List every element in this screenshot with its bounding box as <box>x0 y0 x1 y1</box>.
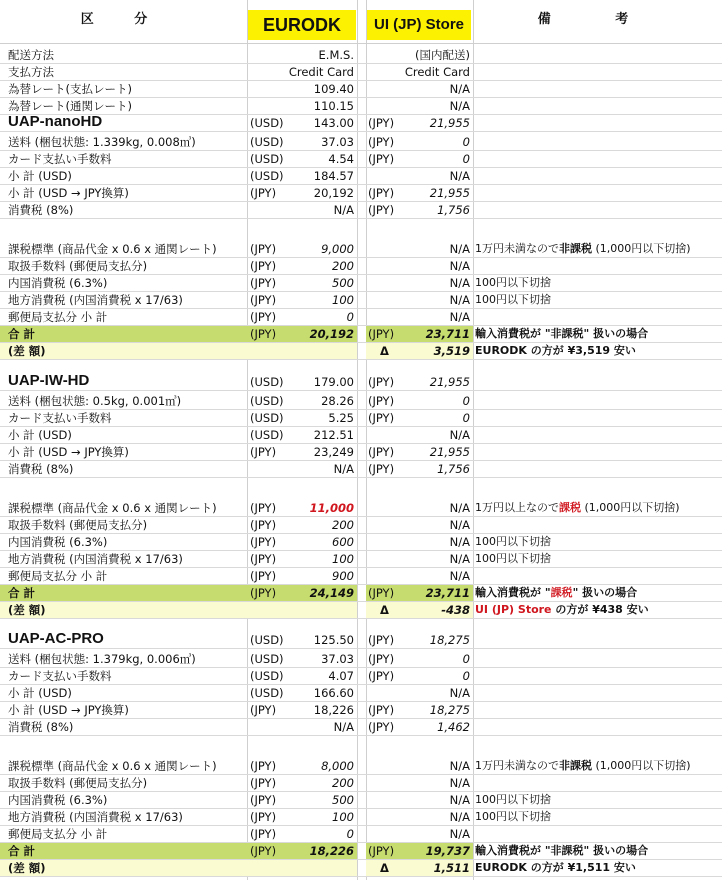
row-label: 取扱手数料 (郵便局支払分) <box>8 518 148 532</box>
eurodk-value: 143.00 <box>313 116 354 130</box>
eurodk-value: 200 <box>332 776 354 790</box>
row-label: 郵便局支払分 小 計 <box>8 569 108 583</box>
jp-store-value: N/A <box>449 259 470 273</box>
eurodk-unit: (USD) <box>250 116 284 130</box>
eurodk-unit: (JPY) <box>250 293 277 307</box>
eurodk-value: 200 <box>332 518 354 532</box>
total-remark: 輸入消費税が "非課税" 扱いの場合 <box>475 844 649 857</box>
table-row <box>0 98 722 115</box>
total-row <box>0 843 722 860</box>
jp-store-value: 21,955 <box>429 375 470 389</box>
difference-remark <box>475 343 636 359</box>
table-row <box>0 668 722 685</box>
difference-value: 1,511 <box>433 861 470 875</box>
highlight-band <box>0 326 357 342</box>
eurodk-unit: (USD) <box>250 135 284 149</box>
jp-store-unit: (JPY) <box>368 703 395 717</box>
eurodk-unit: (JPY) <box>250 186 277 200</box>
eurodk-value: 8,000 <box>321 759 354 773</box>
row-label: 小 計 (USD) <box>8 169 72 183</box>
jp-store-unit: (JPY) <box>368 375 395 389</box>
row-label: 送料 (梱包状態: 1.339kg, 0.008㎥) <box>8 135 196 149</box>
jp-store-unit: (JPY) <box>368 327 395 341</box>
eurodk-unit: (JPY) <box>250 552 277 566</box>
eurodk-value: 900 <box>332 569 354 583</box>
jp-store-unit: (JPY) <box>368 586 395 600</box>
remark-text: の方が ¥3,519 安い <box>526 344 636 357</box>
row-label: 小 計 (USD → JPY換算) <box>8 703 129 717</box>
tax-row <box>0 826 722 843</box>
table-row <box>0 64 722 81</box>
cheaper-store: EURODK <box>475 344 527 357</box>
jp-store-value: 1,756 <box>437 203 470 217</box>
tax-row <box>0 517 722 534</box>
jp-store-value: N/A <box>449 310 470 324</box>
row-label: 消費税 (8%) <box>8 203 74 217</box>
table-row <box>0 719 722 736</box>
table-row <box>0 393 722 410</box>
row-label: 小 計 (USD → JPY換算) <box>8 186 129 200</box>
table-row <box>0 202 722 219</box>
eurodk-total: 20,192 <box>309 327 354 341</box>
table-row <box>0 427 722 444</box>
jp-store-unit: (JPY) <box>368 411 395 425</box>
tax-row <box>0 258 722 275</box>
highlight-band <box>0 860 357 876</box>
jp-store-unit: (JPY) <box>368 152 395 166</box>
eurodk-unit: (JPY) <box>250 445 277 459</box>
jp-store-unit: (JPY) <box>368 669 395 683</box>
eurodk-value: 109.40 <box>313 82 354 96</box>
remark-text: (1,000円以下切捨) <box>592 759 691 772</box>
jp-store-value: N/A <box>449 552 470 566</box>
eurodk-unit: (JPY) <box>250 501 277 515</box>
highlight-band <box>0 585 357 601</box>
jp-store-value: 21,955 <box>429 116 470 130</box>
eurodk-value: 0 <box>346 827 354 841</box>
cheaper-store: EURODK <box>475 861 527 874</box>
remark-text: " 扱いの場合 <box>572 586 638 599</box>
remark: 100円以下切捨 <box>475 276 551 289</box>
row-label: 為替レート(通関レート) <box>8 99 132 113</box>
jp-store-unit: (JPY) <box>368 462 395 476</box>
eurodk-value: 11,000 <box>309 501 354 515</box>
eurodk-unit: (USD) <box>250 428 284 442</box>
row-label: 郵便局支払分 小 計 <box>8 310 108 324</box>
product-title-row <box>0 115 722 132</box>
header-row <box>0 0 722 44</box>
header-category: 区 分 <box>80 12 166 27</box>
eurodk-value: 5.25 <box>328 411 354 425</box>
tax-row <box>0 775 722 792</box>
total-label: 合 計 <box>8 586 36 600</box>
eurodk-value: 23,249 <box>313 445 354 459</box>
difference-remark <box>475 602 649 618</box>
remark-text: の方が ¥438 安い <box>551 603 649 616</box>
eurodk-unit: (JPY) <box>250 810 277 824</box>
row-label: 小 計 (USD → JPY換算) <box>8 445 129 459</box>
jp-store-unit: (JPY) <box>368 652 395 666</box>
eurodk-unit: (USD) <box>250 152 284 166</box>
remark-text: 輸入消費税が " <box>475 586 551 599</box>
table-row <box>0 651 722 668</box>
row-label: 課税標準 (商品代金 x 0.6 x 通関レート) <box>8 242 217 256</box>
eurodk-unit: (USD) <box>250 169 284 183</box>
jp-store-unit: (JPY) <box>368 186 395 200</box>
row-label: 為替レート(支払レート) <box>8 82 132 96</box>
eurodk-unit: (JPY) <box>250 827 277 841</box>
eurodk-value: 125.50 <box>313 633 354 647</box>
eurodk-value: 200 <box>332 259 354 273</box>
table-row <box>0 134 722 151</box>
row-label: 地方消費税 (内国消費税 x 17/63) <box>8 552 183 566</box>
eurodk-unit: (USD) <box>250 686 284 700</box>
remark-text: (1,000円以下切捨) <box>592 242 691 255</box>
difference-label: (差 額) <box>8 861 46 875</box>
remark <box>475 500 680 516</box>
eurodk-value: 166.60 <box>313 686 354 700</box>
eurodk-value: 100 <box>332 810 354 824</box>
table-row <box>0 168 722 185</box>
total-label: 合 計 <box>8 327 36 341</box>
difference-row <box>0 860 722 877</box>
total-row <box>0 326 722 343</box>
tax-row <box>0 758 722 775</box>
row-label: カード支払い手数料 <box>8 152 112 166</box>
jp-store-unit: (JPY) <box>368 203 395 217</box>
product-title-row <box>0 632 722 649</box>
eurodk-value: N/A <box>333 720 354 734</box>
row-label: 内国消費税 (6.3%) <box>8 535 108 549</box>
eurodk-total: 18,226 <box>309 844 354 858</box>
tax-row <box>0 534 722 551</box>
table-row <box>0 685 722 702</box>
jp-store-value: N/A <box>449 293 470 307</box>
row-label: 郵便局支払分 小 計 <box>8 827 108 841</box>
total-remark: 輸入消費税が "非課税" 扱いの場合 <box>475 327 649 340</box>
total-label: 合 計 <box>8 844 36 858</box>
jp-store-value: N/A <box>449 810 470 824</box>
product-name: UAP-nanoHD <box>8 113 103 130</box>
jp-store-value: 18,275 <box>429 703 470 717</box>
jp-store-unit: (JPY) <box>368 844 395 858</box>
row-label: 取扱手数料 (郵便局支払分) <box>8 259 148 273</box>
remark: 100円以下切捨 <box>475 535 551 548</box>
tax-row <box>0 309 722 326</box>
jp-store-value: N/A <box>449 428 470 442</box>
jp-store-value: N/A <box>449 242 470 256</box>
remark: 100円以下切捨 <box>475 810 551 823</box>
table-row <box>0 185 722 202</box>
highlight-band <box>0 843 357 859</box>
table-row <box>0 702 722 719</box>
eurodk-unit: (JPY) <box>250 310 277 324</box>
jp-store-value: N/A <box>449 276 470 290</box>
jp-store-value: N/A <box>449 169 470 183</box>
remark-text: (1,000円以下切捨) <box>581 501 680 514</box>
delta-symbol: Δ <box>380 344 389 358</box>
table-row <box>0 151 722 168</box>
eurodk-unit: (JPY) <box>250 703 277 717</box>
jp-store-value: (国内配送) <box>415 48 470 62</box>
tax-row <box>0 241 722 258</box>
eurodk-unit: (USD) <box>250 394 284 408</box>
eurodk-value: 28.26 <box>321 394 354 408</box>
remark: 100円以下切捨 <box>475 293 551 306</box>
eurodk-total: 24,149 <box>309 586 354 600</box>
remark-emphasis: 非課税 <box>559 759 592 772</box>
row-label: 消費税 (8%) <box>8 720 74 734</box>
jp-store-value: 21,955 <box>429 186 470 200</box>
jp-store-value: 1,756 <box>437 462 470 476</box>
product-name: UAP-AC-PRO <box>8 630 104 647</box>
total-row <box>0 585 722 602</box>
table-row <box>0 81 722 98</box>
row-label: カード支払い手数料 <box>8 411 112 425</box>
remark-text: 1万円未満なので <box>475 759 559 772</box>
highlight-band <box>0 343 357 359</box>
jp-store-unit: (JPY) <box>368 633 395 647</box>
difference-label: (差 額) <box>8 603 46 617</box>
delta-symbol: Δ <box>380 861 389 875</box>
eurodk-unit: (USD) <box>250 375 284 389</box>
eurodk-unit: (JPY) <box>250 569 277 583</box>
jp-store-value: 21,955 <box>429 445 470 459</box>
jp-store-total: 23,711 <box>425 586 470 600</box>
jp-store-value: 0 <box>462 652 470 666</box>
product-name: UAP-IW-HD <box>8 372 90 389</box>
row-label: 送料 (梱包状態: 0.5kg, 0.001㎥) <box>8 394 182 408</box>
eurodk-value: 179.00 <box>313 375 354 389</box>
eurodk-unit: (JPY) <box>250 793 277 807</box>
tax-row <box>0 551 722 568</box>
jp-store-unit: (JPY) <box>368 394 395 408</box>
difference-value: -438 <box>441 603 470 617</box>
eurodk-unit: (JPY) <box>250 259 277 273</box>
jp-store-value: N/A <box>449 569 470 583</box>
cheaper-store: UI (JP) Store <box>475 603 552 616</box>
remark-text: の方が ¥1,511 安い <box>526 861 636 874</box>
table-row <box>0 444 722 461</box>
eurodk-unit: (JPY) <box>250 242 277 256</box>
eurodk-value: 500 <box>332 276 354 290</box>
eurodk-unit: (JPY) <box>250 276 277 290</box>
jp-store-value: N/A <box>449 501 470 515</box>
difference-label: (差 額) <box>8 344 46 358</box>
jp-store-value: 0 <box>462 152 470 166</box>
row-label: 地方消費税 (内国消費税 x 17/63) <box>8 810 183 824</box>
eurodk-value: 9,000 <box>321 242 354 256</box>
jp-store-value: N/A <box>449 827 470 841</box>
difference-row <box>0 343 722 360</box>
eurodk-unit: (JPY) <box>250 776 277 790</box>
row-label: 小 計 (USD) <box>8 428 72 442</box>
eurodk-value: 100 <box>332 552 354 566</box>
difference-value: 3,519 <box>433 344 470 358</box>
delta-symbol: Δ <box>380 603 389 617</box>
row-label: 課税標準 (商品代金 x 0.6 x 通関レート) <box>8 759 217 773</box>
product-title-row <box>0 374 722 391</box>
jp-store-unit: (JPY) <box>368 116 395 130</box>
eurodk-unit: (JPY) <box>250 535 277 549</box>
eurodk-unit: (USD) <box>250 411 284 425</box>
table-row <box>0 461 722 478</box>
highlight-band <box>0 602 357 618</box>
jp-store-total: 23,711 <box>425 327 470 341</box>
row-label: 取扱手数料 (郵便局支払分) <box>8 776 148 790</box>
remark-text: 1万円未満なので <box>475 242 559 255</box>
row-label: 内国消費税 (6.3%) <box>8 793 108 807</box>
remark-emphasis: 課税 <box>559 501 581 514</box>
eurodk-value: 4.54 <box>328 152 354 166</box>
jp-store-value: Credit Card <box>404 65 470 79</box>
table-row <box>0 410 722 427</box>
row-label: 地方消費税 (内国消費税 x 17/63) <box>8 293 183 307</box>
eurodk-value: Credit Card <box>288 65 354 79</box>
tax-row <box>0 809 722 826</box>
eurodk-value: 212.51 <box>313 428 354 442</box>
row-label: 小 計 (USD) <box>8 686 72 700</box>
row-label: 配送方法 <box>8 48 54 62</box>
eurodk-value: 37.03 <box>321 135 354 149</box>
jp-store-unit: (JPY) <box>368 720 395 734</box>
tax-row <box>0 292 722 309</box>
eurodk-unit: (USD) <box>250 652 284 666</box>
eurodk-value: 110.15 <box>313 99 354 113</box>
tax-row <box>0 568 722 585</box>
jp-store-unit: (JPY) <box>368 135 395 149</box>
jp-store-value: N/A <box>449 82 470 96</box>
eurodk-value: E.M.S. <box>318 48 354 62</box>
jp-store-value: N/A <box>449 686 470 700</box>
remark <box>475 241 691 257</box>
jp-store-value: N/A <box>449 518 470 532</box>
eurodk-unit: (USD) <box>250 669 284 683</box>
eurodk-unit: (JPY) <box>250 518 277 532</box>
jp-store-value: N/A <box>449 776 470 790</box>
remark-text: 課税 <box>550 586 573 599</box>
jp-store-value: 0 <box>462 411 470 425</box>
jp-store-value: 1,462 <box>437 720 470 734</box>
header-ui-jp-store: UI (JP) Store <box>367 10 471 40</box>
eurodk-value: 18,226 <box>313 703 354 717</box>
eurodk-value: 37.03 <box>321 652 354 666</box>
row-label: 支払方法 <box>8 65 54 79</box>
eurodk-value: N/A <box>333 203 354 217</box>
jp-store-value: N/A <box>449 99 470 113</box>
row-label: 送料 (梱包状態: 1.379kg, 0.006㎥) <box>8 652 196 666</box>
difference-row <box>0 602 722 619</box>
jp-store-unit: (JPY) <box>368 445 395 459</box>
jp-store-value: N/A <box>449 793 470 807</box>
eurodk-unit: (JPY) <box>250 327 277 341</box>
remark: 100円以下切捨 <box>475 793 551 806</box>
eurodk-unit: (JPY) <box>250 586 277 600</box>
header-eurodk: EURODK <box>248 10 356 40</box>
eurodk-unit: (JPY) <box>250 844 277 858</box>
eurodk-value: 4.07 <box>328 669 354 683</box>
eurodk-value: 20,192 <box>313 186 354 200</box>
jp-store-total: 19,737 <box>425 844 470 858</box>
eurodk-value: 100 <box>332 293 354 307</box>
eurodk-value: 184.57 <box>313 169 354 183</box>
remark-text: 1万円以上なので <box>475 501 559 514</box>
jp-store-value: 0 <box>462 135 470 149</box>
remark: 100円以下切捨 <box>475 552 551 565</box>
remark-emphasis: 非課税 <box>559 242 592 255</box>
total-remark <box>475 585 637 601</box>
tax-row <box>0 275 722 292</box>
eurodk-value: 500 <box>332 793 354 807</box>
eurodk-unit: (USD) <box>250 633 284 647</box>
tax-row <box>0 500 722 517</box>
row-label: 消費税 (8%) <box>8 462 74 476</box>
jp-store-value: 0 <box>462 669 470 683</box>
row-label: 内国消費税 (6.3%) <box>8 276 108 290</box>
jp-store-value: 0 <box>462 394 470 408</box>
table-row <box>0 47 722 64</box>
remark <box>475 758 691 774</box>
jp-store-value: 18,275 <box>429 633 470 647</box>
jp-store-value: N/A <box>449 535 470 549</box>
tax-row <box>0 792 722 809</box>
row-label: カード支払い手数料 <box>8 669 112 683</box>
eurodk-unit: (JPY) <box>250 759 277 773</box>
jp-store-value: N/A <box>449 759 470 773</box>
eurodk-value: 600 <box>332 535 354 549</box>
difference-remark <box>475 860 636 876</box>
header-remarks: 備 考 <box>537 12 659 27</box>
eurodk-value: N/A <box>333 462 354 476</box>
eurodk-value: 0 <box>346 310 354 324</box>
row-label: 課税標準 (商品代金 x 0.6 x 通関レート) <box>8 501 217 515</box>
